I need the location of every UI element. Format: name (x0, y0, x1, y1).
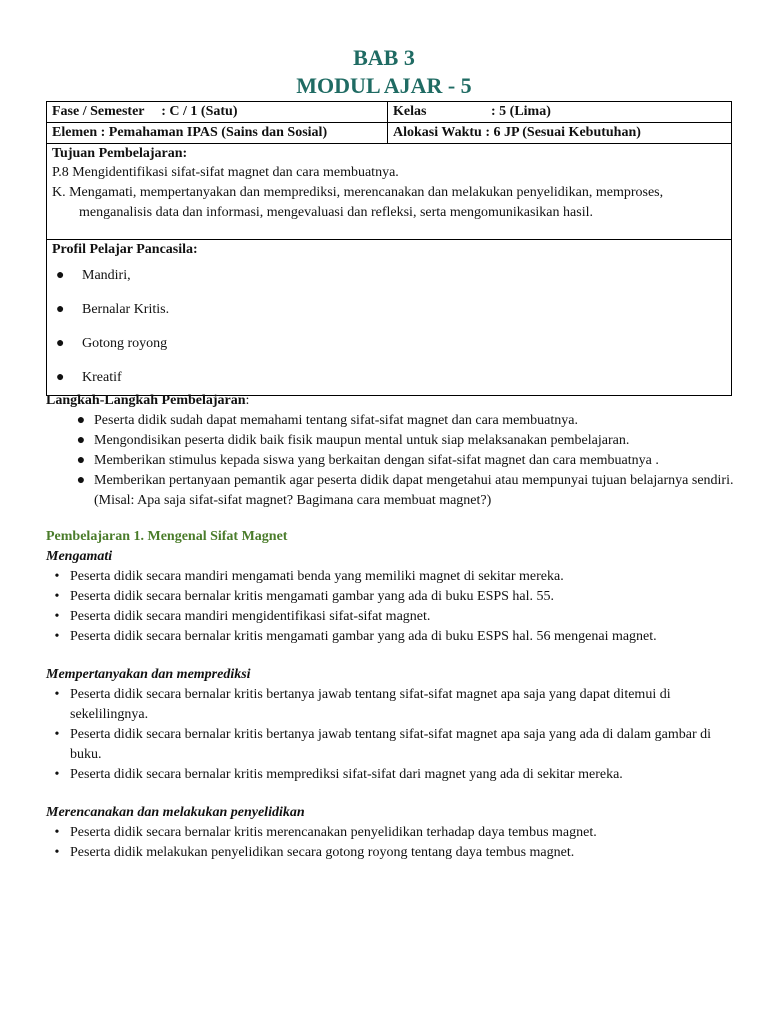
profil-item: Bernalar Kritis. (82, 302, 170, 317)
bullet-icon: • (54, 825, 60, 840)
bullet-icon: • (54, 845, 60, 860)
fase-label: Fase / Semester (52, 104, 145, 119)
list-item: • Peserta didik secara bernalar kritis bertanya jawab tentang sifat-sifat magnet apa saja yang dapat ditemui di sekelilingnya. (46, 685, 736, 725)
bullet-icon: • (54, 569, 60, 584)
profil-list (52, 266, 726, 388)
list-item: ● Mengondisikan peserta didik baik fisik maupun mental untuk siap melaksanakan pembelajaran. (46, 431, 736, 451)
bullet-icon: ● (56, 302, 65, 317)
list-item: • Peserta didik secara mandiri mengidentifikasi sifat-sifat magnet. (46, 607, 736, 627)
mengamati-heading: Mengamati (46, 549, 113, 564)
kelas-label: Kelas (393, 104, 427, 119)
tujuan-k: K. Mengamati, mempertanyakan dan memprediksi, merencanakan dan melakukan penyelidikan, memproses, menganalisis data dan informasi, mengevaluasi dan refleksi, serta mengomunikasikan hasil. (52, 185, 664, 220)
tujuan-p8: P.8 Mengidentifikasi sifat-sifat magnet dan cara membuatnya. (52, 165, 399, 180)
merencanakan-heading: Merencanakan dan melakukan penyelidikan (46, 805, 305, 820)
tujuan-cell (47, 144, 732, 240)
list-item: ● Memberikan stimulus kepada siswa yang berkaitan dengan sifat-sifat magnet dan cara membuatnya . (46, 451, 736, 471)
list-item: • Peserta didik secara bernalar kritis mengamati gambar yang ada di buku ESPS hal. 56 mengenai magnet. (46, 627, 736, 647)
kelas-cell (388, 102, 732, 123)
list-item (52, 266, 726, 300)
bullet-icon: ● (56, 336, 65, 351)
bullet-icon: ● (76, 453, 86, 468)
bullet-icon: ● (56, 370, 65, 385)
chapter-title: BAB 3 (353, 45, 415, 70)
list-item (52, 334, 726, 368)
list-item: • Peserta didik melakukan penyelidikan secara gotong royong tentang daya tembus magnet. (46, 843, 736, 863)
module-info-table (46, 101, 732, 396)
list-item (52, 300, 726, 334)
bullet-icon: ● (76, 473, 86, 488)
profil-cell (47, 240, 732, 396)
list-item: • Peserta didik secara mandiri mengamati benda yang memiliki magnet di sekitar mereka. (46, 567, 736, 587)
pembelajaran-title: Pembelajaran 1. Mengenal Sifat Magnet (46, 529, 288, 544)
langkah-section (46, 391, 736, 511)
kelas-value: : 5 (Lima) (491, 104, 551, 119)
mempertanyakan-heading: Mempertanyakan dan memprediksi (46, 667, 251, 682)
list-item: • Peserta didik secara bernalar kritis merencanakan penyelidikan terhadap daya tembus magnet. (46, 823, 736, 843)
langkah-heading: Langkah-Langkah Pembelajaran: (46, 393, 250, 408)
list-item: ● Memberikan pertanyaan pemantik agar peserta didik dapat mengetahui atau mempunyai tujuan belajarnya sendiri. (Misal: Apa saja sifat-sifat magnet? Bagimana cara membuat magnet?) (46, 471, 736, 511)
tujuan-heading: Tujuan Pembelajaran: (52, 146, 188, 161)
list-item: • Peserta didik secara bernalar kritis bertanya jawab tentang sifat-sifat magnet apa saja yang ada di dalam gambar di buku. (46, 725, 736, 765)
fase-cell (47, 102, 388, 123)
bullet-icon: • (54, 609, 60, 624)
bullet-icon: • (54, 767, 60, 782)
profil-item: Kreatif (82, 370, 122, 385)
profil-heading: Profil Pelajar Pancasila: (52, 242, 198, 257)
alokasi-cell: Alokasi Waktu : 6 JP (Sesuai Kebutuhan) (388, 123, 732, 144)
bullet-icon: • (54, 727, 60, 742)
list-item: • Peserta didik secara bernalar kritis memprediksi sifat-sifat dari magnet yang ada di sekitar mereka. (46, 765, 736, 785)
list-item (52, 368, 726, 388)
bullet-icon: • (54, 629, 60, 644)
profil-item: Mandiri, (82, 268, 131, 283)
list-item: • Peserta didik secara bernalar kritis mengamati gambar yang ada di buku ESPS hal. 55. (46, 587, 736, 607)
list-item: ● Peserta didik sudah dapat memahami tentang sifat-sifat magnet dan cara membuatnya. (46, 411, 736, 431)
bullet-icon: • (54, 589, 60, 604)
elemen-cell: Elemen : Pemahaman IPAS (Sains dan Sosial) (47, 123, 388, 144)
bullet-icon: ● (76, 433, 86, 448)
pembelajaran-section (46, 527, 736, 863)
fase-value: : C / 1 (Satu) (161, 104, 238, 119)
bullet-icon: • (54, 687, 60, 702)
profil-item: Gotong royong (82, 336, 168, 351)
module-title: MODUL AJAR - 5 (296, 73, 472, 98)
bullet-icon: ● (56, 268, 65, 283)
bullet-icon: ● (76, 413, 86, 428)
